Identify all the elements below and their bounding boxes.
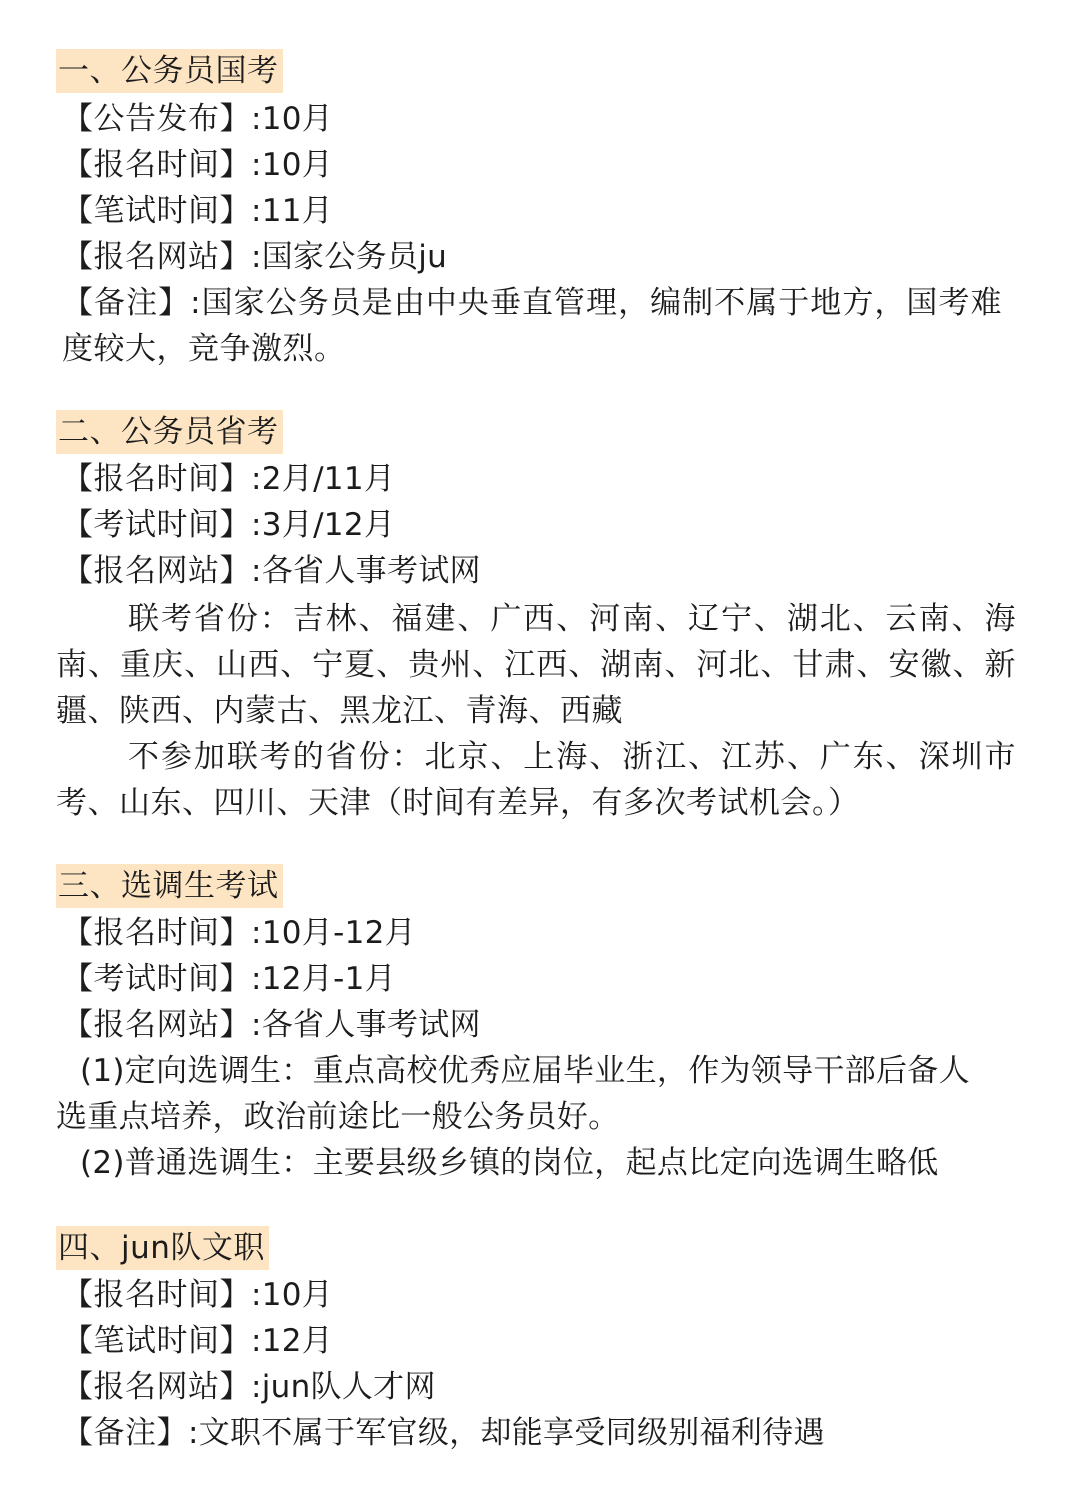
row-value: :2月/11月 bbox=[251, 461, 396, 497]
row-value: :11月 bbox=[251, 193, 334, 229]
row-label: 【考试时间】 bbox=[62, 961, 251, 997]
info-row bbox=[62, 456, 395, 502]
row-label: 【笔试时间】 bbox=[62, 1323, 251, 1359]
row-value: :12月-1月 bbox=[251, 961, 396, 997]
row-value: :文职不属于军官级，却能享受同级别福利待遇 bbox=[188, 1415, 825, 1451]
row-label: 【笔试时间】 bbox=[62, 193, 251, 229]
general-selection-line: (2)普通选调生：主要县级乡镇的岗位，起点比定向选调生略低 bbox=[80, 1145, 939, 1181]
directed-selection-line: (1)定向选调生：重点高校优秀应届毕业生，作为领导干部后备人 bbox=[80, 1053, 970, 1089]
section-heading: 二、公务员省考 bbox=[56, 410, 283, 454]
info-row bbox=[62, 96, 333, 142]
row-value: :10月-12月 bbox=[251, 915, 416, 951]
row-value: :各省人事考试网 bbox=[251, 553, 481, 589]
section-heading: 三、选调生考试 bbox=[56, 864, 283, 908]
row-label: 【报名网站】 bbox=[62, 1007, 251, 1043]
row-value: :3月/12月 bbox=[251, 507, 396, 543]
row-label: 【报名网站】 bbox=[62, 553, 251, 589]
row-label: 【公告发布】 bbox=[62, 101, 251, 137]
info-row bbox=[62, 502, 395, 548]
row-value: :10月 bbox=[251, 147, 334, 183]
note-paragraph: 【备注】:国家公务员是由中央垂直管理，编制不属于地方，国考难度较大，竞争激烈。 bbox=[62, 285, 1002, 367]
info-row bbox=[62, 1272, 333, 1318]
row-label: 【报名网站】 bbox=[62, 1369, 251, 1405]
info-row bbox=[62, 1318, 333, 1364]
info-row bbox=[62, 1002, 481, 1048]
info-row bbox=[62, 548, 481, 594]
row-value: :jun队人才网 bbox=[251, 1369, 436, 1405]
directed-selection-line-cont: 选重点培养，政治前途比一般公务员好。 bbox=[56, 1099, 620, 1135]
joint-provinces-paragraph: 联考省份：吉林、福建、广西、河南、辽宁、湖北、云南、海南、重庆、山西、宁夏、贵州、江西、湖南、河北、甘肃、安徽、新疆、陕西、内蒙古、黑龙江、青海、西藏 bbox=[56, 601, 1016, 729]
row-label: 【备注】 bbox=[62, 1415, 188, 1451]
info-row bbox=[62, 1410, 825, 1456]
row-value: :国家公务员ju bbox=[251, 239, 448, 275]
info-row bbox=[62, 956, 396, 1002]
row-label: 【报名时间】 bbox=[62, 1277, 251, 1313]
info-row bbox=[62, 1364, 436, 1410]
row-label: 【报名时间】 bbox=[62, 915, 251, 951]
non-joint-provinces-paragraph: 不参加联考的省份：北京、上海、浙江、江苏、广东、深圳市考、山东、四川、天津（时间有差异，有多次考试机会。） bbox=[56, 739, 1016, 821]
info-row bbox=[62, 188, 333, 234]
row-label: 【报名时间】 bbox=[62, 147, 251, 183]
row-label: 【考试时间】 bbox=[62, 507, 251, 543]
row-value: :各省人事考试网 bbox=[251, 1007, 481, 1043]
section-heading: 一、公务员国考 bbox=[56, 49, 283, 93]
info-row bbox=[62, 910, 416, 956]
info-row bbox=[62, 234, 447, 280]
section-heading: 四、jun队文职 bbox=[56, 1226, 269, 1270]
row-value: :10月 bbox=[251, 1277, 334, 1313]
info-row bbox=[62, 142, 333, 188]
row-value: :12月 bbox=[251, 1323, 334, 1359]
row-value: :10月 bbox=[251, 101, 334, 137]
row-label: 【报名网站】 bbox=[62, 239, 251, 275]
row-label: 【报名时间】 bbox=[62, 461, 251, 497]
